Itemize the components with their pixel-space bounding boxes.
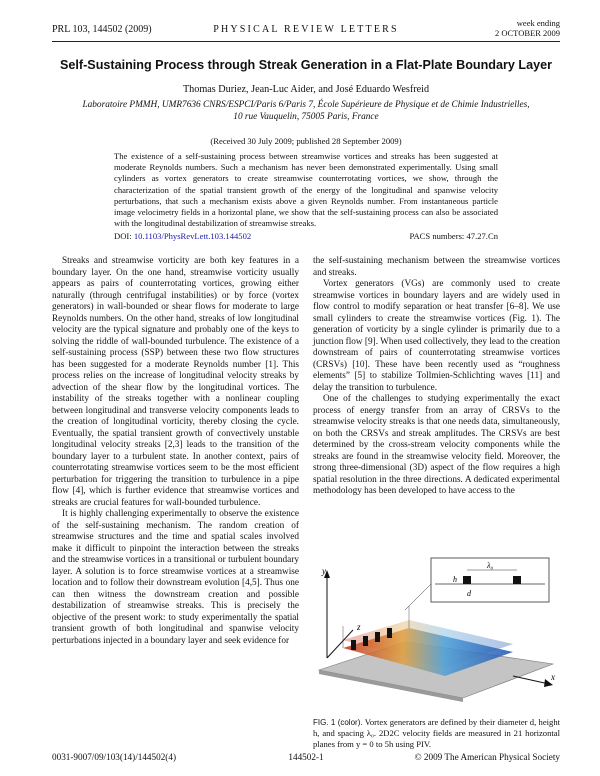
paper-title: Self-Sustaining Process through Streak Generation in a Flat-Plate Boundary Layer (60, 58, 552, 72)
received-dates: (Received 30 July 2009; published 28 September 2009) (210, 136, 402, 146)
height-label: h (453, 575, 457, 584)
lambda-label: λ₀ (487, 561, 494, 570)
doi-row (114, 231, 498, 241)
footer-page-number: 144502-1 (288, 752, 324, 762)
abstract: The existence of a self-sustaining process between streamwise vortices and streaks has been suggested at moderate Reynolds numbers. Such a mechanism has never been demonstrated experimentally. Using small cylinders as vortex generators to create streamwise counterrotating vortices, we show, through the characterization of the spatial transient growth of the energy of the longitudinal and spanwise velocity perturbations, that such a mechanism exists above a given Reynolds number. From instantaneous particle image velocimetry fields in a horizontal plane, we show that the self-sustaining process can also be associated with the longitudinal destabilization of streamwise streaks. (114, 151, 498, 229)
journal-ref: PRL 103, 144502 (2009) (52, 24, 152, 35)
y-axis-label: y (322, 566, 326, 576)
affiliation-line-1: Laboratoire PMMH, UMR7636 CNRS/ESPCI/Paris 6/Paris 7, École Supérieure de Physique et de Chimie Industrielles, (82, 100, 530, 110)
left-column (52, 256, 299, 647)
figure-caption-text: Vortex generators are defined by their diameter d, height h, and spacing λ₀. 2D2C velocity fields are measured in 21 horizontal planes from y = 0 to 5h using PIV. (313, 717, 561, 749)
paragraph: It is highly challenging experimentally to observe the existence of the self-sustaining mechanism. The random creation of streamwise structures and the time and spatial scales involved make it difficult to pinpoint the interaction between the streaks and the streamwise vortices in a transitional or turbulent boundary layer. A solution is to force streamwise vortices at a streamwise location and to follow their downstream evolution [4,5]. Thus one can then witness the downstream creation and possible destabilization of streamwise streaks. This is precisely the objective of the present work: to study experimentally the spatial transient growth of both longitudinal and spanwise velocity perturbations injected in a boundary layer and seek evidence for (52, 509, 299, 646)
z-axis-label: z (357, 622, 361, 632)
x-axis-label: x (551, 672, 555, 682)
week-ending-label: week ending (516, 18, 560, 28)
page-footer (52, 752, 560, 762)
page-header (52, 18, 560, 40)
footer-code: 0031-9007/09/103(14)/144502(4) (52, 752, 177, 762)
footer-copyright: © 2009 The American Physical Society (414, 752, 560, 762)
figure-caption-label: FIG. 1 (color). (313, 718, 363, 727)
affiliation (52, 99, 560, 123)
doi-label: DOI: (114, 231, 132, 241)
week-ending (495, 18, 560, 38)
header-rule (52, 41, 560, 42)
authors: Thomas Duriez, Jean-Luc Aider, and José Eduardo Wesfreid (182, 84, 430, 95)
x-axis (513, 676, 549, 684)
affiliation-line-2: 10 rue Vauquelin, 75005 Paris, France (233, 112, 379, 122)
right-column (313, 256, 560, 498)
figure-1 (313, 548, 560, 714)
figure-1-illustration (313, 548, 560, 714)
paragraph: Vortex generators (VGs) are commonly used to create streamwise vortices in boundary layers and are widely used in flow control to modify separation or heat transfer [6–8]. We use small cylinders to create the streamwise vortices (Fig. 1). The generation of vorticity by a single cylinder is primarily due to a junction flow [9]. When used collectively, they lead to the creation downstream of pairs of counterrotating streamwise vortices (CRSVs) [10]. These have been recently used as “roughness elements” [5] to stabilize Tollmien-Schlichting waves [11] and delay the transition to turbulence. (313, 279, 560, 393)
paragraph: the self-sustaining mechanism between the streamwise vortices and streaks. (313, 256, 560, 278)
z-axis (327, 630, 353, 658)
journal-name: PHYSICAL REVIEW LETTERS (213, 24, 399, 35)
week-ending-date: 2 OCTOBER 2009 (494, 28, 560, 38)
doi-link[interactable]: 10.1103/PhysRevLett.103.144502 (133, 231, 252, 241)
paragraph: Streaks and streamwise vorticity are both key features in a boundary layer. On the one hand, streamwise vorticity usually appears as pairs of counterrotating vortices, growing either naturally (through centrifugal instabilities) or by force (vortex generators) in wall-bounded or shear flows for moderate to large Reynolds numbers. On the other hand, streaks of low longitudinal velocity are the typical signature and probably one of the keys to solving the riddle of wall-bounded turbulence. The existence of a self-sustaining process (SSP) between these two flow structures has been suggested for a moderate Reynolds number [1]. This process relies on the increase of longitudinal velocity streaks by advection of the shear flow by the longitudinal vortices. The instability of the streaks together with a nonlinear coupling between longitudinal and transverse velocity components leads to the creation of longitudinal vorticity, thereby closing the cycle. Eventually, the spatial transient growth of convectively unstable longitudinal velocity streaks [2,3] leads to the transition of the boundary layer to a turbulent state. In another context, pairs of counterrotating streamwise vortices seem to be the most efficient perturbation for triggering the transition to turbulence in a pipe flow [4], which is further evidence that streamwise vortices and streaks are crucial features for wall-bounded turbulence. (52, 256, 299, 508)
diameter-label: d (467, 589, 471, 598)
figure-caption (313, 717, 560, 750)
paragraph: One of the challenges to studying experimentally the exact process of energy transfer from an array of CRSVs to the streamwise velocity streaks is that one needs data, simultaneously, on both the CRSVs and streak amplitudes. The CRSVs are best determined by the cross-stream velocity components while the streaks are found in the streamwise velocity field. Moreover, the strong three-dimensional (3D) aspect of the flow requires a high spatial resolution in the three directions. A dedicated experimental methodology has been developed to have access to the (313, 394, 560, 496)
pacs-numbers: PACS numbers: 47.27.Cn (409, 231, 498, 241)
